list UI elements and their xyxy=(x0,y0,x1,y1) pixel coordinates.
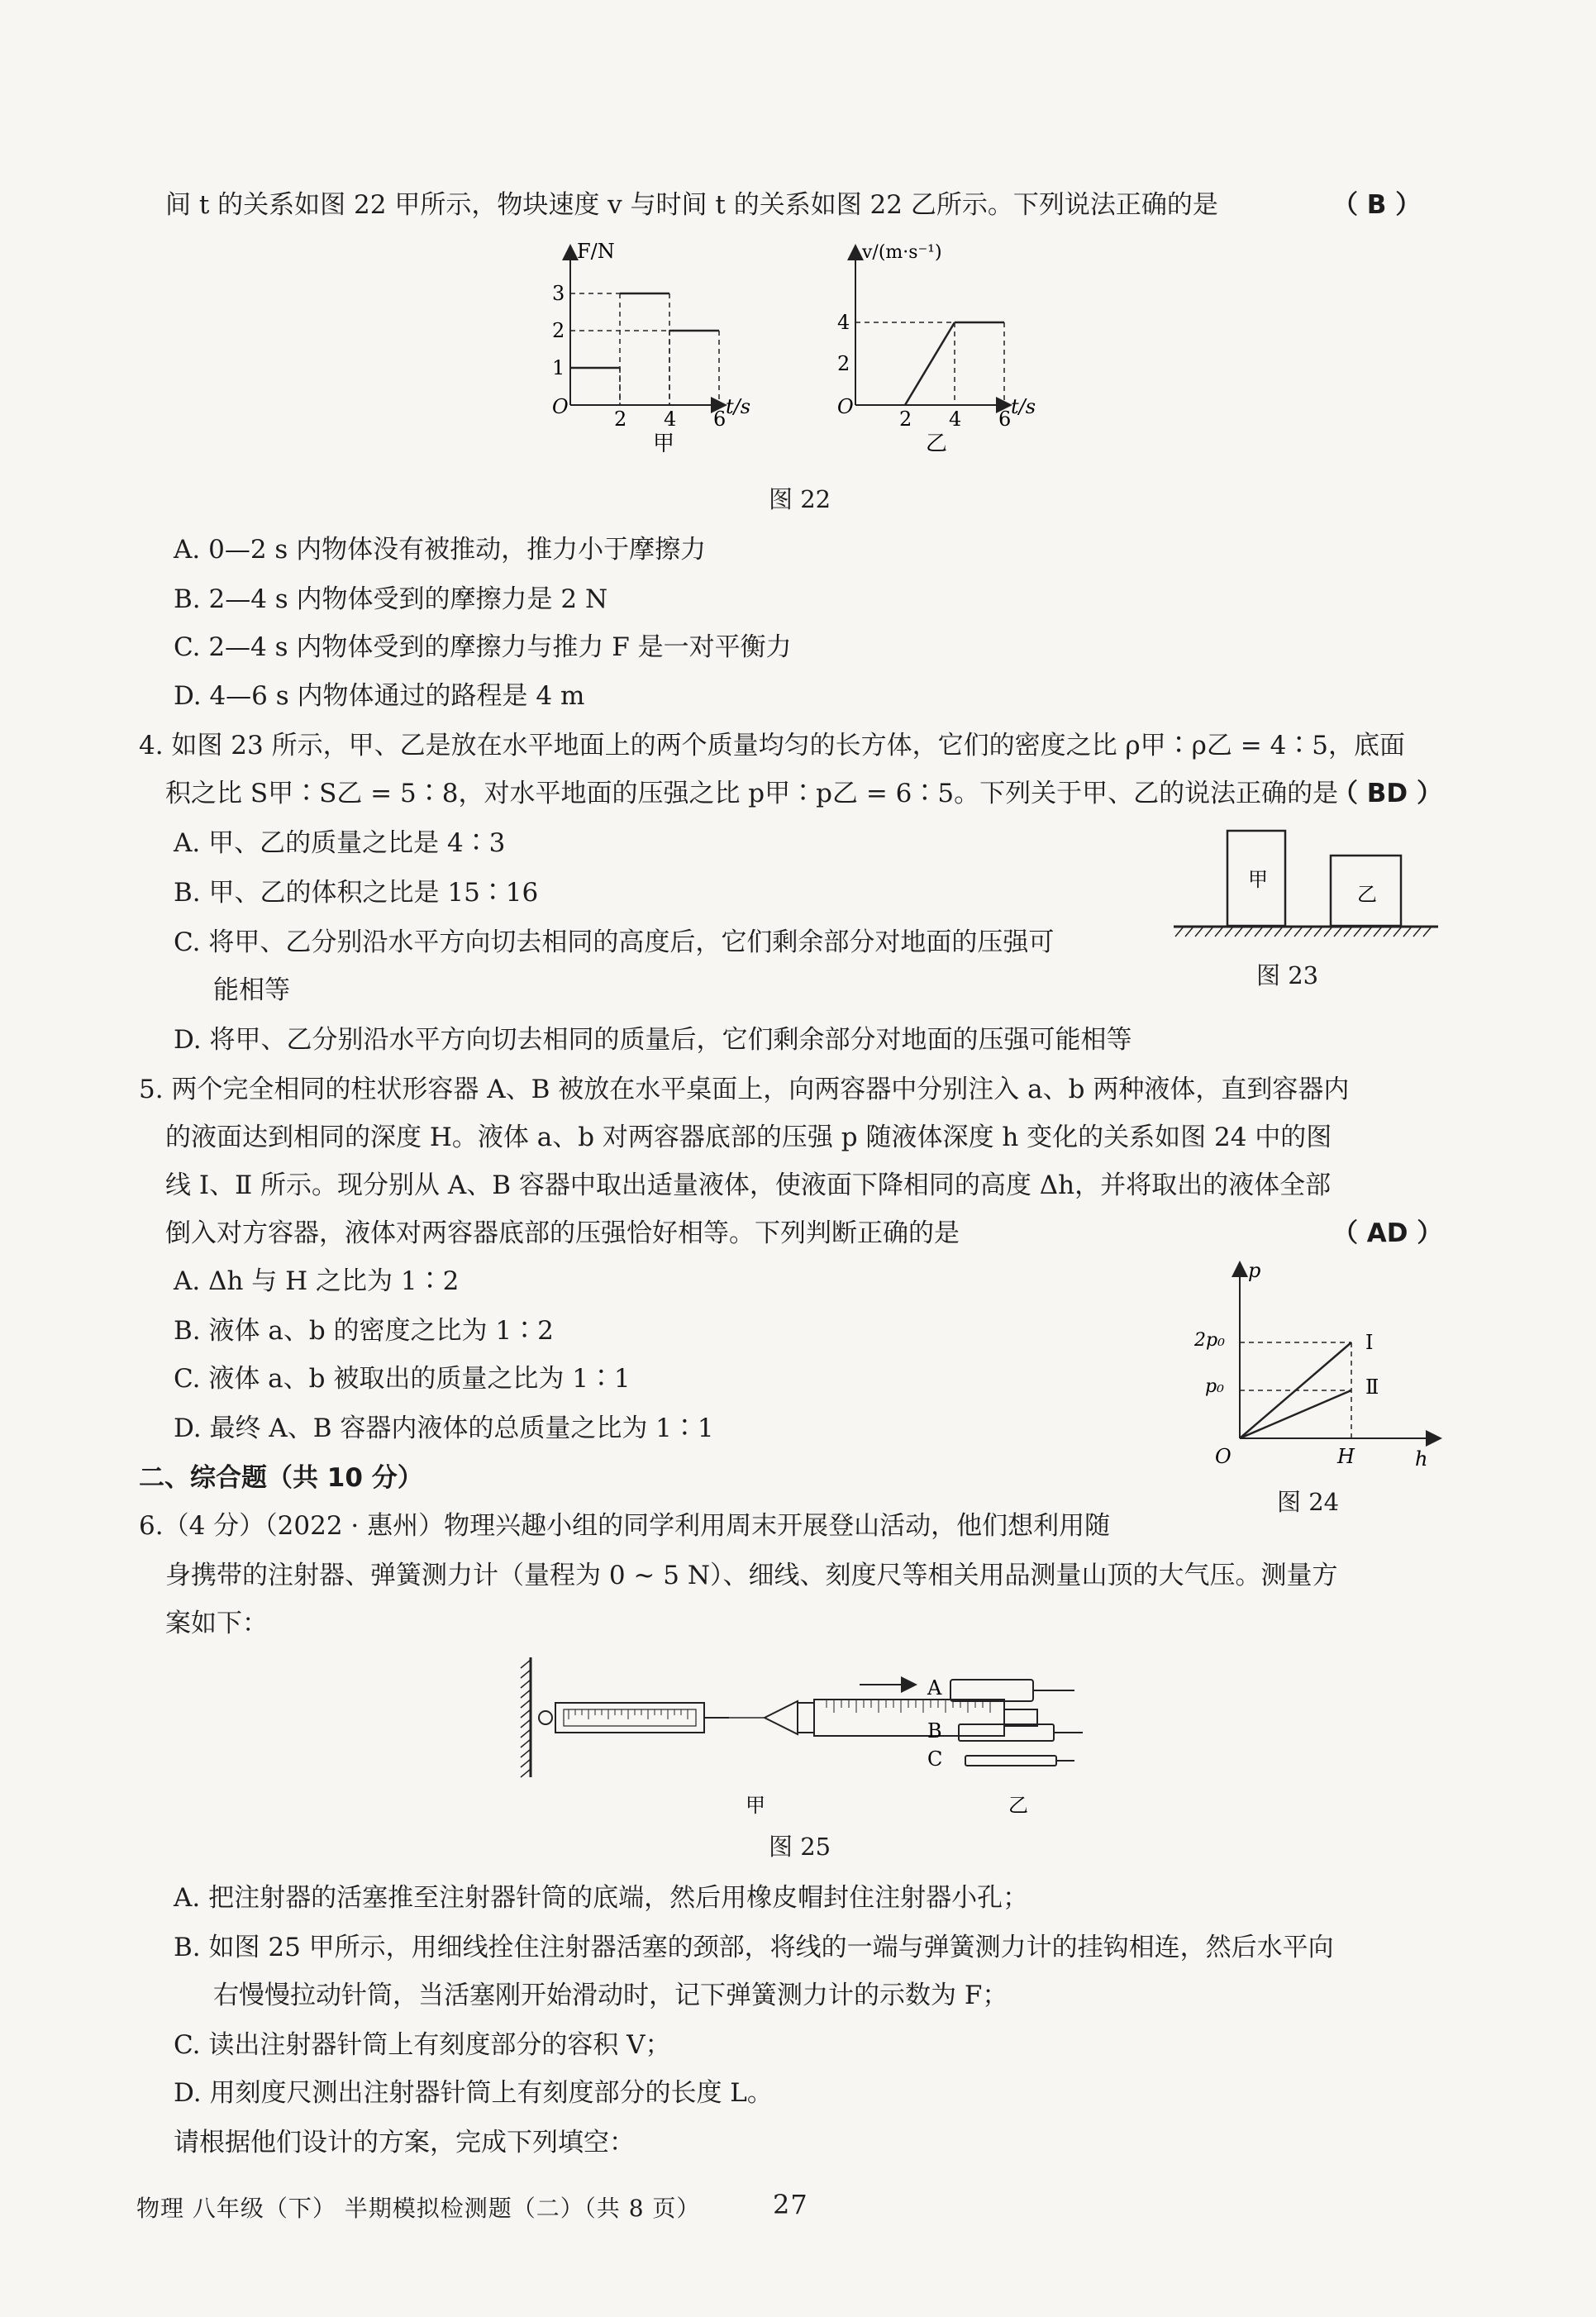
x-axis-label: h xyxy=(1415,1447,1428,1471)
q3-answer: （ B ） xyxy=(1332,190,1422,220)
q4-option-c: C. 将甲、乙分别沿水平方向切去相同的高度后，它们剩余部分对地面的压强可 xyxy=(174,927,1055,957)
q5-option-d: D. 最终 A、B 容器内液体的总质量之比为 1∶1 xyxy=(174,1414,714,1443)
hatch-mark xyxy=(521,1729,531,1738)
x-axis-label: t/s xyxy=(1011,395,1036,418)
block-jia-label: 甲 xyxy=(1248,868,1268,891)
syringe-b-label: B xyxy=(927,1719,942,1743)
hatch-mark xyxy=(521,1680,531,1688)
hatch-mark xyxy=(521,1749,531,1757)
y-tick-label: 4 xyxy=(837,311,850,334)
origin-label: O xyxy=(552,395,569,418)
hatch-mark xyxy=(521,1660,531,1668)
figure-22-caption: 图 22 xyxy=(769,485,831,513)
hatch-mark xyxy=(1354,927,1362,937)
section-2-heading: 二、综合题（共 10 分） xyxy=(139,1463,423,1493)
hatch-mark xyxy=(521,1739,531,1747)
y-tick-label: 3 xyxy=(552,282,565,305)
page-number: 27 xyxy=(773,2189,808,2220)
series-label: Ⅰ xyxy=(1365,1331,1374,1354)
hatch-mark xyxy=(1304,927,1313,937)
hatch-mark xyxy=(1284,927,1293,937)
y-tick-label: 1 xyxy=(552,356,565,379)
figure-22-chart-jia xyxy=(545,240,810,463)
q6-step-b-cont: 右慢慢拉动针筒，当活塞刚开始滑动时，记下弹簧测力计的示数为 F； xyxy=(213,1981,1008,2010)
series-line xyxy=(1240,1390,1351,1438)
y-axis-label: F/N xyxy=(577,240,615,263)
hatch-mark xyxy=(1245,927,1253,937)
page-footer-title: 物理 八年级（下） 半期模拟检测题（二）（共 8 页） xyxy=(136,2195,701,2222)
origin-label: O xyxy=(1215,1445,1232,1468)
hatch-mark xyxy=(1374,927,1382,937)
origin-label: O xyxy=(837,395,854,418)
chart-name: 甲 xyxy=(653,431,675,456)
q6-stem-line3: 案如下： xyxy=(165,1609,268,1638)
hatch-mark xyxy=(1185,927,1193,937)
hatch-mark xyxy=(1364,927,1372,937)
hatch-mark xyxy=(1235,927,1243,937)
spring-scale xyxy=(555,1703,704,1733)
q4-option-a: A. 甲、乙的质量之比是 4∶3 xyxy=(174,828,506,858)
hatch-mark xyxy=(521,1670,531,1678)
plunger-head xyxy=(798,1703,814,1733)
x-tick-label: 2 xyxy=(899,408,912,431)
q6-stem-line1: 6.（4 分）（2022 · 惠州）物理兴趣小组的同学利用周末开展登山活动，他们想利用随 xyxy=(139,1511,1111,1541)
hatch-mark xyxy=(1314,927,1322,937)
hatch-mark xyxy=(1195,927,1203,937)
hatch-mark xyxy=(1265,927,1273,937)
x-tick-label: 4 xyxy=(664,408,677,431)
hatch-mark xyxy=(1255,927,1263,937)
plunger-cone xyxy=(765,1701,798,1734)
series-label: Ⅱ xyxy=(1365,1375,1379,1399)
y-axis-label: v/(m·s⁻¹) xyxy=(862,242,942,263)
q4-option-c-cont: 能相等 xyxy=(213,975,290,1005)
q4-stem-line2: 积之比 S甲∶S乙 = 5∶8，对水平地面的压强之比 p甲∶p乙 = 6∶5。下列关于甲、乙的说法正确的是 xyxy=(165,779,1339,808)
q5-stem-line2: 的液面达到相同的深度 H。液体 a、b 对两容器底部的压强 p 随液体深度 h 变化的关系如图 24 中的图 xyxy=(165,1123,1332,1152)
q5-stem-line4: 倒入对方容器，液体对两容器底部的压强恰好相等。下列判断正确的是 xyxy=(165,1218,960,1248)
fig25-left-label: 甲 xyxy=(746,1794,765,1817)
x-axis-label: t/s xyxy=(726,395,751,418)
figure-24-chart xyxy=(1190,1256,1446,1480)
y-axis-label: p xyxy=(1248,1259,1261,1282)
hatch-mark xyxy=(1394,927,1402,937)
q4-option-b: B. 甲、乙的体积之比是 15∶16 xyxy=(174,878,539,908)
q3-option-d: D. 4—6 s 内物体通过的路程是 4 m xyxy=(174,681,585,711)
y-tick-label: p₀ xyxy=(1205,1376,1224,1397)
hatch-mark xyxy=(1274,927,1283,937)
hatch-mark xyxy=(1423,927,1432,937)
hatch-mark xyxy=(521,1759,531,1767)
hatch-mark xyxy=(1344,927,1352,937)
hatch-mark xyxy=(1175,927,1184,937)
hatch-mark xyxy=(1215,927,1223,937)
q3-option-b: B. 2—4 s 内物体受到的摩擦力是 2 N xyxy=(174,584,608,614)
figure-24-caption: 图 24 xyxy=(1277,1488,1340,1516)
x-tick-label: 2 xyxy=(614,408,627,431)
hatch-mark xyxy=(1413,927,1422,937)
chart-name: 乙 xyxy=(926,431,948,456)
q4-stem-line1: 4. 如图 23 所示，甲、乙是放在水平地面上的两个质量均匀的长方体，它们的密度之比 ρ甲∶ρ乙 = 4∶5，底面 xyxy=(139,731,1406,760)
hatch-mark xyxy=(521,1709,531,1718)
figure-23-caption: 图 23 xyxy=(1256,961,1319,989)
figure-25-caption: 图 25 xyxy=(769,1833,831,1861)
q5-answer: （ AD ） xyxy=(1332,1218,1443,1248)
hatch-mark xyxy=(1334,927,1342,937)
figure-22-chart-yi xyxy=(831,240,1095,463)
hatch-mark xyxy=(1403,927,1412,937)
x-tick-label: 4 xyxy=(949,408,962,431)
figure-25 xyxy=(512,1653,1108,1819)
y-tick-label: 2p₀ xyxy=(1194,1330,1225,1351)
q5-stem-line3: 线 Ⅰ、Ⅱ 所示。现分别从 A、B 容器中取出适量液体，使液面下降相同的高度 Δh，并将取出的液体全部 xyxy=(165,1170,1332,1200)
block-yi-label: 乙 xyxy=(1357,883,1377,906)
q5-stem-line1: 5. 两个完全相同的柱状形容器 A、B 被放在水平桌面上，向两容器中分别注入 a、b 两种液体，直到容器内 xyxy=(139,1075,1350,1104)
hatch-mark xyxy=(521,1719,531,1728)
y-tick-label: 2 xyxy=(837,352,850,375)
syringe-a xyxy=(950,1680,1033,1701)
q6-stem-line2: 身携带的注射器、弹簧测力计（量程为 0 ~ 5 N）、细线、刻度尺等相关用品测量山顶的大气压。测量方 xyxy=(165,1561,1338,1590)
x-tick-label: 6 xyxy=(998,408,1012,431)
scale-ring xyxy=(539,1711,552,1724)
x-tick-label: H xyxy=(1337,1445,1355,1468)
q3-option-c: C. 2—4 s 内物体受到的摩擦力与推力 F 是一对平衡力 xyxy=(174,632,792,662)
q3-option-a: A. 0—2 s 内物体没有被推动，推力小于摩擦力 xyxy=(174,535,707,565)
fig25-right-label: 乙 xyxy=(1008,1794,1028,1817)
q6-step-d: D. 用刻度尺测出注射器针筒上有刻度部分的长度 L。 xyxy=(174,2078,773,2108)
velocity-segment xyxy=(905,322,955,405)
hatch-mark xyxy=(1324,927,1332,937)
syringe-c xyxy=(965,1756,1056,1766)
ground-hatching xyxy=(1174,927,1432,937)
hatch-mark xyxy=(521,1700,531,1708)
q5-option-c: C. 液体 a、b 被取出的质量之比为 1∶1 xyxy=(174,1364,631,1394)
hatch-mark xyxy=(1384,927,1392,937)
y-tick-label: 2 xyxy=(552,319,565,342)
q5-option-a: A. Δh 与 H 之比为 1∶2 xyxy=(174,1266,460,1296)
q5-option-b: B. 液体 a、b 的密度之比为 1∶2 xyxy=(174,1316,554,1346)
q6-step-b: B. 如图 25 甲所示，用细线拴住注射器活塞的颈部，将线的一端与弹簧测力计的挂钩相连，然后水平向 xyxy=(174,1933,1334,1962)
syringe-a-label: A xyxy=(927,1676,942,1700)
q4-option-d: D. 将甲、乙分别沿水平方向切去相同的质量后，它们剩余部分对地面的压强可能相等 xyxy=(174,1025,1132,1055)
hatch-mark xyxy=(1205,927,1213,937)
wall-hatching xyxy=(521,1660,531,1777)
q6-step-a: A. 把注射器的活塞推至注射器针筒的底端，然后用橡皮帽封住注射器小孔； xyxy=(174,1883,1029,1913)
q6-step-c: C. 读出注射器针筒上有刻度部分的容积 V； xyxy=(174,2030,671,2060)
q3-stem: 间 t 的关系如图 22 甲所示，物块速度 v 与时间 t 的关系如图 22 乙所示。下列说法正确的是 xyxy=(165,190,1218,220)
hatch-mark xyxy=(1294,927,1303,937)
x-tick-label: 6 xyxy=(713,408,727,431)
syringe-c-label: C xyxy=(927,1747,943,1771)
hatch-mark xyxy=(1225,927,1233,937)
hatch-mark xyxy=(521,1690,531,1698)
q4-answer: （ BD ） xyxy=(1332,779,1442,808)
hatch-mark xyxy=(521,1769,531,1777)
q6-closing: 请根据他们设计的方案，完成下列填空： xyxy=(174,2128,635,2157)
